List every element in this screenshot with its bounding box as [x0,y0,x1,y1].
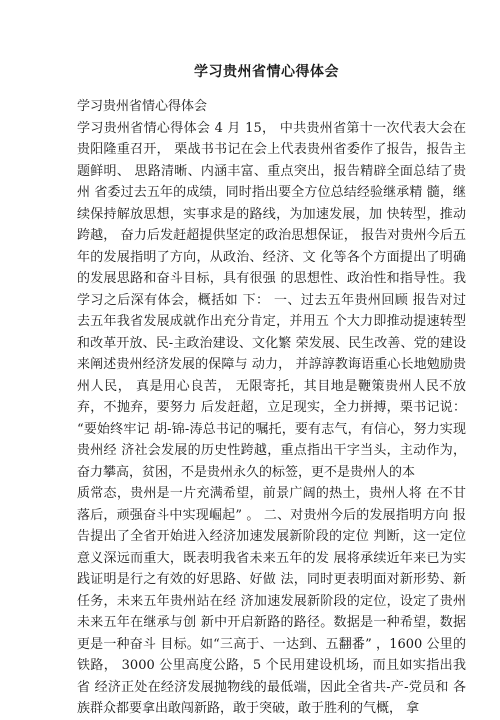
document-title: 学习贵州省情心得体会 [194,64,339,80]
paragraph-2: 质常态，贵州是一片充满希望，前景广阔的热土，贵州人将 在不甘落后，顽强奋斗中实现崛起” 。 二、对贵州今后的发展指明方向 报告提出了全省开始进入经济加速发展新阶段的定位 判断，这一定位意义深远而重大，既表明我省未来五年的发 展将承续近年来已为实践证明是行之有效的好思路、好做 法，同时更表明面对新形势、新任务，未来五年贵州站在经 济加速发展新阶段的定位，设定了贵州未来五年在继承与创 新中开启新路的路径。数据是一种希望，数据更是一种奋斗 目标。如“三高于、一达到、五翻番” ，1600 公里的铁路， 3000 公里高度公路，5 个民用建设机场，而且如实指出我省 经济正处在经济发展抛物线的最低端，因此全省共-产-党员和 各族群众都要拿出敢闯新路，敢于突破，敢于胜利的气概， 拿 [77,486,466,716]
document-heading: 学习贵州省情心得体会 [77,99,208,114]
paragraph-1: 学习贵州省情心得体会 4 月 15， 中共贵州省第十一次代表大会在贵阳隆重召开， 栗战书书记在会上代表贵州省委作了报告，报告主题鲜明、 思路清晰、内涵丰富、重点突出，报告精辟全面总结了贵州 省委过去五年的成绩，同时指出要全方位总结经验继承精 髓，继续保持解放思想，实事求是的路线，为加速发展，加 快转型，推动跨越， 奋力后发赶超提供坚定的政治思想保证， 报告对贵州今后五年的发展指明了方向，从政治、经济、文 化等各个方面提出了明确的发展思路和奋斗目标，具有很强 的思想性、政治性和指导性。我学习之后深有体会，概括如 下： 一、过去五年贵州回顾 报告对过去五年我省发展成就作出充分肯定，并用五 个大力即推动提速转型和改革开放、民-主政治建设、文化繁 荣发展、民生改善、党的建设来阐述贵州经济发展的保障与 动力， 并諄諄教诲语重心长地勉励贵州人民， 真是用心良苦， 无限寄托，其目地是鞭策贵州人民不放弃，不抛弃，要努力 后发赶超，立足现实，全力拼搏，栗书记说： “要始终牢记 胡-锦-涛总书记的嘱托，要有志气，有信心，努力实现贵州经 济社会发展的历史性跨越，重点指出干字当头，主动作为， 奋力攀高，贫困，不是贵州永久的标签，更不是贵州人的本 [77,120,466,480]
